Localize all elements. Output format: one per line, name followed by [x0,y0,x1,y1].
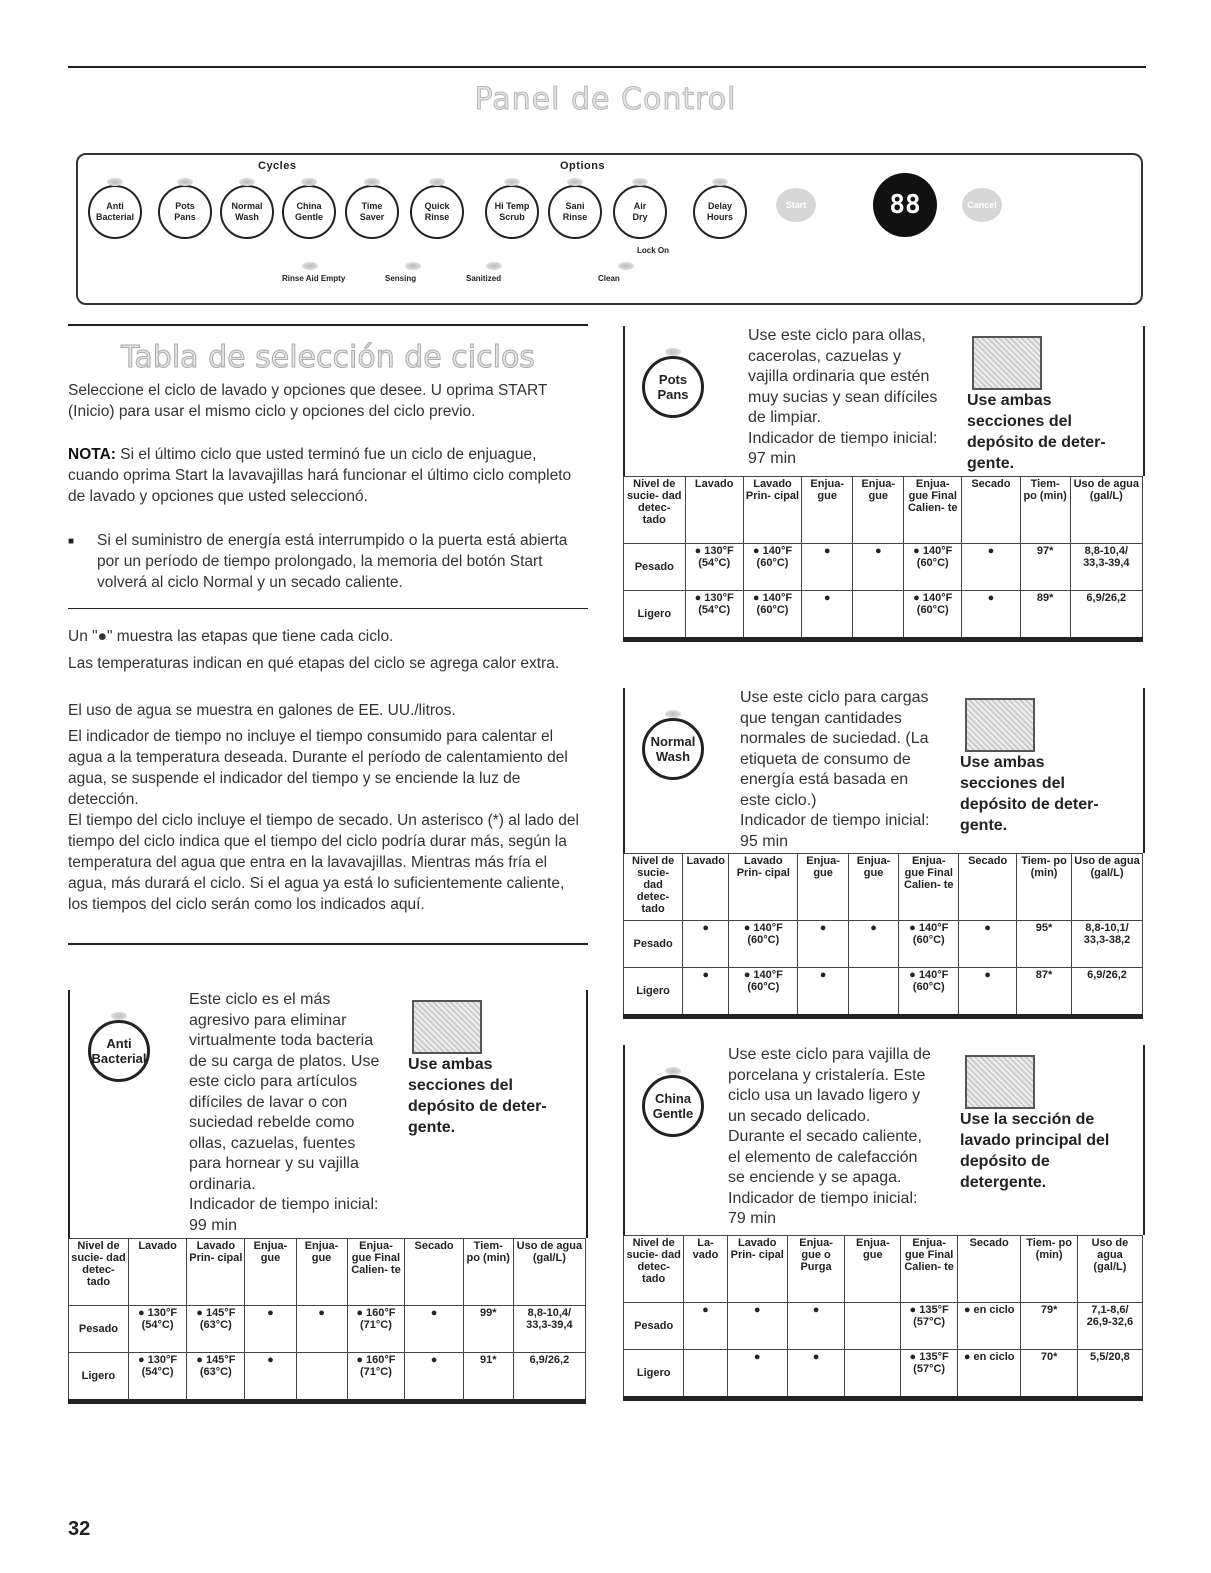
table-cell: ● [798,968,848,1017]
table-header-cell: Enjua- gue [798,854,848,921]
panel-button-6[interactable] [485,185,539,239]
table-row [624,968,1143,1017]
detergent-dispenser-icon [412,1000,482,1054]
panel-button-line2: Hours [706,212,733,222]
table-header-cell: Secado [405,1239,463,1306]
table-cell: 8,8-10,4/ 33,3-39,4 [513,1306,585,1353]
table-cell: ● 140°F (60°C) [904,544,962,591]
table-cell [848,968,898,1017]
table-header-cell: Uso de agua (gal/L) [1072,854,1143,921]
panel-button-line2: Gentle [294,212,323,222]
cycle-icon-light [665,348,681,356]
panel-button-line2: Wash [235,212,259,222]
cycle-description-line: Use este ciclo para vajilla de [728,1046,931,1063]
detergent-line: gente. [408,1119,456,1136]
table-cell: 99* [463,1306,513,1353]
table-cell: ● [853,544,904,591]
table-cell [296,1353,347,1402]
table-row [624,591,1143,640]
cycle-description-line: virtualmente toda bacteria [189,1032,374,1049]
cycle-description-line: etiqueta de consumo de [740,750,911,768]
detergent-line: Use la sección de [960,1111,1095,1128]
section-rule-bottom [68,943,588,945]
panel-button-light [504,178,520,186]
cycle-description [748,326,978,470]
cycle-frame-line [623,688,625,853]
table-cell: ● [802,544,853,591]
indicator-label: Sensing [385,274,417,283]
indicator-label: Rinse Aid Empty [282,274,346,283]
cycle-description-line: 95 min [740,832,789,850]
cycle-description-line: Este ciclo es el más [189,991,331,1008]
cancel-button[interactable]: Cancel [962,188,1002,222]
table-row [624,544,1143,591]
cycle-icon-light [665,1067,681,1075]
cycle-frame-line [623,1045,625,1235]
table-cell: 87* [1017,968,1072,1017]
cycle-description-line: ollas, cazuelas, fuentes [189,1134,356,1152]
cycle-icon-pots [642,356,704,418]
cycle-description-line: este ciclo para artículos [189,1073,358,1090]
panel-button-light [712,178,728,186]
cycle-description-line: muy sucias y sean difíciles [748,388,938,406]
table-cell: 8,8-10,4/ 33,3-39,4 [1070,544,1142,591]
detergent-instructions [967,390,1147,474]
panel-button-line1: Normal [231,201,263,211]
cycle-description-line: difíciles de lavar o con [189,1093,348,1111]
cycle-description-line: Indicador de tiempo inicial: [740,812,930,829]
cycle-description-line: vajilla ordinaria que estén [748,368,930,385]
table-cell: ● [684,1303,727,1350]
bullet-marker: ■ [68,536,75,547]
table-header-cell: Enjua- gue [848,854,898,921]
detergent-line: lavado principal del [960,1132,1110,1149]
nota-label: NOTA: [68,446,116,463]
table-header-cell: Nivel de sucie- dad detec- tado [69,1239,129,1306]
detergent-line: secciones del [967,413,1072,430]
detergent-instructions [960,752,1140,836]
table-header-cell: Enjua- gue Final Calien- te [899,854,959,921]
panel-button-line1: Sani [565,201,585,211]
table-cell: 6,9/26,2 [513,1353,585,1402]
panel-button-line2: Saver [359,212,385,222]
options-label: Options [560,160,606,172]
table-cell: ● 130°F (54°C) [128,1353,186,1402]
detergent-line: gente. [960,817,1008,834]
detergent-line: depósito de deter- [408,1098,547,1115]
table-cell: ● [245,1353,296,1402]
detergent-line: depósito de [960,1153,1050,1170]
temperature-paragraph: Las temperaturas indican en qué etapas del ciclo se agrega calor extra. [68,655,560,672]
table-cell: 89* [1020,591,1070,640]
table-cell: 8,8-10,1/ 33,3-38,2 [1072,921,1143,968]
table-cell: ● 130°F (54°C) [128,1306,186,1353]
panel-button-line1: Air [633,201,647,211]
table-cell: 95* [1017,921,1072,968]
table-header-cell: Lavado Prin- cipal [743,477,801,544]
panel-button-light [632,178,648,186]
page-number: 32 [68,1518,91,1540]
detergent-line: gente. [967,455,1015,472]
table-cell: Ligero [624,1350,684,1399]
section-rule-top [68,324,588,326]
panel-button-3[interactable] [282,185,336,239]
table-header-cell: La- vado [684,1236,727,1303]
memory-bullet: Si el suministro de energía está interrumpido o la puerta está abierta por un período de tiempo prolongado, la memoria del botón Start volverá al ciclo Normal y un secado caliente. [97,532,568,591]
panel-button-2[interactable] [220,185,274,239]
cycle-frame-line [68,990,70,1238]
cycle-description-line: de limpiar. [748,409,821,426]
cycle-description-line: Indicador de tiempo inicial: [728,1189,918,1207]
table-cell: 79* [1021,1303,1078,1350]
cycles-label: Cycles [258,160,297,172]
table-cell: ● 160°F (71°C) [347,1353,405,1402]
detergent-line: Use ambas [408,1056,493,1073]
cycle-description-line: 79 min [728,1210,777,1227]
table-header-cell: Lavado [685,477,743,544]
panel-button-light [429,178,445,186]
panel-button-9[interactable] [693,185,747,239]
table-cell: ● 160°F (71°C) [347,1306,405,1353]
cycle-description [728,1045,958,1230]
panel-button-line1: Quick [424,201,450,211]
table-cell: Ligero [69,1353,129,1402]
table-header-cell: Enjua- gue [845,1236,901,1303]
table-cell [845,1303,901,1350]
cycle-description [740,688,970,852]
table-header-cell: Nivel de sucie- dad detec- tado [624,1236,684,1303]
cycle-icon-label: Normal [650,734,696,749]
indicator-label: Clean [598,274,620,283]
cycle-description-line: Use este ciclo para ollas, [748,327,926,344]
detergent-line: depósito de deter- [967,434,1106,451]
panel-button-light [301,178,317,186]
cycle-icon-label: Gentle [652,1106,694,1121]
table-header-cell: Secado [959,854,1017,921]
panel-button-line2: Rinse [562,212,588,222]
table-header-cell: Enjua- gue Final Calien- te [901,1236,958,1303]
table-header-cell: Tiem- po (min) [1017,854,1072,921]
panel-button-line2: Pans [174,212,196,222]
table-cell: Pesado [69,1306,129,1353]
cycle-icon-normal [642,718,704,780]
table-cell: ● 140°F (60°C) [743,544,801,591]
panel-button-line1: Anti [106,201,124,211]
table-cell [853,591,904,640]
table-header-cell: Nivel de sucie- dad detec- tado [624,854,683,921]
table-cell: ● [962,544,1020,591]
table-header-cell: Tiem- po (min) [1021,1236,1078,1303]
cycle-description-line: Durante el secado caliente, [728,1128,922,1145]
panel-button-light [364,178,380,186]
table-header-cell: Enjua- gue o Purga [787,1236,845,1303]
detergent-dispenser-icon [972,336,1042,390]
table-cell: ● [962,591,1020,640]
cycle-description-line: ordinaria. [189,1175,256,1193]
table-header-cell: Enjua- gue Final Calien- te [904,477,962,544]
panel-button-line2: Rinse [424,212,450,222]
table-header-cell: Lavado Prin- cipal [187,1239,245,1306]
table-header-cell: Secado [962,477,1020,544]
cycle-icon-label: Pots [658,372,688,387]
cycle-description-line: agresivo para eliminar [189,1011,347,1029]
table-cell: ● [683,921,729,968]
table-cell: ● [727,1303,787,1350]
table-cell: ● 140°F (60°C) [743,591,801,640]
detergent-instructions [408,1054,588,1138]
cycle-icon-label: Wash [655,749,691,764]
section-rule-mid [68,608,588,609]
cycle-description-line: Indicador de tiempo inicial: [748,429,938,447]
table-cell [845,1350,901,1399]
cycle-description-line: Indicador de tiempo inicial: [189,1196,379,1213]
section-title: Tabla de selección de ciclos [121,340,535,375]
lock-on-label: Lock On [637,246,670,255]
table-cell: 7,1-8,6/ 26,9-32,6 [1077,1303,1142,1350]
table-header-cell: Nivel de sucie- dad detec- tado [624,477,686,544]
table-cell: ● [848,921,898,968]
cycle-description-line: normales de suciedad. (La [740,730,929,747]
cycle-frame-line-right [1143,688,1145,853]
table-row [624,921,1143,968]
cycle-description-line: 99 min [189,1216,238,1234]
table-cell: ● [405,1306,463,1353]
table-cell: 91* [463,1353,513,1402]
cycle-table [623,853,1143,1019]
panel-button-line1: Delay [707,201,733,211]
intro-paragraph: Seleccione el ciclo de lavado y opciones que desee. U oprima START (Inicio) para usar el mismo ciclo y opciones del ciclo previo. [68,382,548,420]
table-cell: 5,5/20,8 [1077,1350,1142,1399]
detergent-dispenser-icon [965,698,1035,752]
table-cell: ● [727,1350,787,1399]
cycle-description-line: energía está basada en [740,771,909,788]
detergent-dispenser-icon [965,1055,1035,1109]
table-cell: ● 145°F (63°C) [187,1353,245,1402]
table-header-cell: Lavado [683,854,729,921]
table-cell: ● [787,1350,845,1399]
timer-paragraph: El indicador de tiempo no incluye el tiempo consumido para calentar el agua a la temperatura deseada. Durante el período de calentamiento del agua, se suspende el indicador del tiempo y se enciende la luz de detección. [68,728,568,808]
table-cell: Ligero [624,968,683,1017]
table-cell: 97* [1020,544,1070,591]
cycle-icon-light [665,710,681,718]
panel-button-line1: China [296,201,322,211]
detergent-line: detergente. [960,1174,1047,1191]
table-cell: ● [959,921,1017,968]
panel-button-line2: Dry [632,212,648,222]
indicator-label: Sanitized [466,274,502,283]
table-cell: ● 140°F (60°C) [729,921,798,968]
table-cell: ● 130°F (54°C) [685,544,743,591]
table-row [624,1303,1143,1350]
panel-button-line1: Hi Temp [494,201,530,211]
table-row [624,1350,1143,1399]
cycle-description-line: se enciende y se apaga. [728,1169,902,1186]
panel-button-line1: Time [361,201,383,211]
table-cell: ● 140°F (60°C) [904,591,962,640]
table-cell: ● 140°F (60°C) [899,968,959,1017]
cycle-time-paragraph: El tiempo del ciclo incluye el tiempo de secado. Un asterisco (*) al lado del tiempo del ciclo indica que el tiempo del ciclo podría durar más, según la temperatura del agua que entra en la lavavajillas. Mientras más fría el agua, más durará el ciclo. Si el agua ya está lo suficientemente caliente, los tiempos del ciclo serán como los indicados aquí. [68,812,579,913]
cycle-icon-label: Bacterial [91,1051,147,1066]
cycle-icon-anti [88,1020,150,1082]
table-header-cell: Enjua- gue [853,477,904,544]
cycle-frame-line-right [1143,1045,1145,1235]
cycle-icon-label: Pans [657,387,689,402]
start-button[interactable]: Start [776,188,816,222]
table-cell: ● en ciclo [957,1350,1020,1399]
detergent-line: Use ambas [960,754,1045,771]
legend-paragraph: Un "●" muestra las etapas que tiene cada ciclo. [68,628,394,645]
cycle-icon-light [111,1012,127,1020]
table-cell: ● 135°F (57°C) [901,1350,958,1399]
digital-display: 88 [873,173,937,237]
cycle-table [623,476,1143,642]
cycle-table [623,1235,1143,1401]
cycle-description-line: porcelana y cristalería. Este [728,1066,926,1084]
panel-button-4[interactable] [345,185,399,239]
table-header-cell: Lavado Prin- cipal [729,854,798,921]
table-cell: ● 130°F (54°C) [685,591,743,640]
cycle-description-line: suciedad rebelde como [189,1114,355,1131]
table-row [69,1306,586,1353]
table-cell: ● [798,921,848,968]
panel-button-5[interactable] [410,185,464,239]
table-cell: ● [245,1306,296,1353]
panel-button-light [177,178,193,186]
table-cell: ● [296,1306,347,1353]
cycle-icon-label: China [654,1091,692,1106]
indicator-light [405,262,421,270]
table-header-cell: Enjua- gue Final Calien- te [347,1239,405,1306]
detergent-line: depósito de deter- [960,796,1099,813]
nota-paragraph [68,444,588,507]
cycle-description-line: este ciclo.) [740,791,817,809]
cycle-description-line: 97 min [748,450,797,467]
table-cell: ● [683,968,729,1017]
detergent-line: Use ambas [967,392,1052,409]
table-cell: 6,9/26,2 [1070,591,1142,640]
table-header-cell: Uso de agua (gal/L) [1070,477,1142,544]
water-paragraph: El uso de agua se muestra en galones de EE. UU./litros. [68,702,456,719]
panel-button-light [567,178,583,186]
cycle-description-line: Use este ciclo para cargas [740,689,929,706]
table-header-cell: Secado [957,1236,1020,1303]
table-header-cell: Enjua- gue [245,1239,296,1306]
table-header-cell: Enjua- gue [296,1239,347,1306]
table-cell: Ligero [624,591,686,640]
table-cell: ● [802,591,853,640]
panel-button-line2: Bacterial [95,212,135,222]
panel-button-0[interactable] [88,185,142,239]
nota-text: Si el último ciclo que usted terminó fue un ciclo de enjuague, cuando oprima Start la lavavajillas hará funcionar el último ciclo completo de lavado y opciones que usted seleccionó. [68,446,572,505]
table-cell: ● [405,1353,463,1402]
table-cell: ● 140°F (60°C) [729,968,798,1017]
table-header-cell: Uso de agua (gal/L) [513,1239,585,1306]
table-cell: Pesado [624,921,683,968]
cycle-description-line: un secado delicado. [728,1107,871,1125]
panel-button-1[interactable] [158,185,212,239]
panel-button-light [107,178,123,186]
table-cell: Pesado [624,544,686,591]
top-rule [68,66,1146,68]
cycle-description [189,990,419,1236]
cycle-frame-line [623,326,625,476]
panel-button-7[interactable] [548,185,602,239]
table-header-cell: Lavado Prin- cipal [727,1236,787,1303]
table-header-cell: Lavado [128,1239,186,1306]
cycle-description-line: que tengan cantidades [740,709,902,727]
table-header-cell: Tiem- po (min) [1020,477,1070,544]
table-header-cell: Tiem- po (min) [463,1239,513,1306]
table-cell: ● [787,1303,845,1350]
indicator-light [486,262,502,270]
cycle-description-line: para hornear y su vajilla [189,1155,359,1172]
table-cell: ● [959,968,1017,1017]
indicator-light [618,262,634,270]
table-cell: ● 145°F (63°C) [187,1306,245,1353]
cycle-description-line: ciclo usa un lavado ligero y [728,1087,921,1104]
cycle-icon-china [642,1075,704,1137]
table-cell: Pesado [624,1303,684,1350]
table-row [69,1353,586,1402]
page-title: Panel de Control [474,82,737,117]
panel-button-8[interactable] [613,185,667,239]
panel-button-line1: Pots [175,201,195,211]
detergent-line: secciones del [408,1077,513,1094]
table-cell: 70* [1021,1350,1078,1399]
cycle-icon-label: Anti [106,1036,132,1051]
table-header-cell: Uso de agua (gal/L) [1077,1236,1142,1303]
table-cell: ● 140°F (60°C) [899,921,959,968]
table-cell: ● 135°F (57°C) [901,1303,958,1350]
table-cell [684,1350,727,1399]
panel-button-line2: Scrub [499,212,525,222]
cycle-description-line: de su carga de platos. Use [189,1052,380,1070]
table-header-cell: Enjua- gue [802,477,853,544]
cycle-description-line: el elemento de calefacción [728,1148,918,1166]
table-cell: ● en ciclo [957,1303,1020,1350]
cycle-description-line: cacerolas, cazuelas y [748,347,901,365]
table-cell: 6,9/26,2 [1072,968,1143,1017]
detergent-instructions [960,1109,1140,1193]
indicator-light [302,262,318,270]
detergent-line: secciones del [960,775,1065,792]
panel-button-light [239,178,255,186]
cycle-table [68,1238,586,1404]
